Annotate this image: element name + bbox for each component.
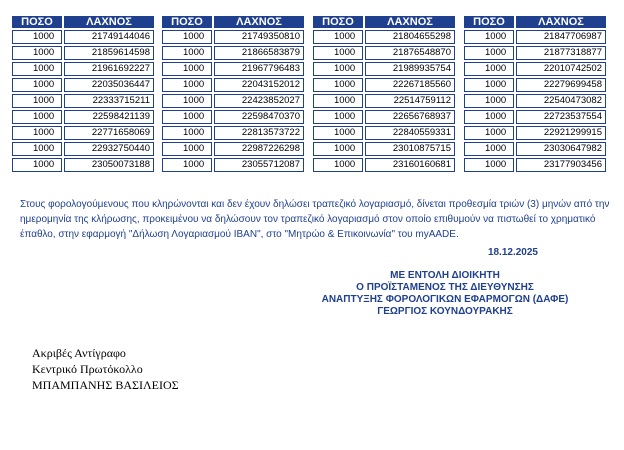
- amount-cell: 1000: [464, 46, 514, 60]
- table-row: [162, 126, 304, 140]
- table-row: [12, 126, 154, 140]
- table-row: [464, 78, 606, 92]
- amount-cell: 1000: [313, 46, 363, 60]
- lottery-number-cell: 22813573722: [214, 126, 304, 140]
- amount-cell: 1000: [313, 62, 363, 76]
- amount-cell: 1000: [12, 110, 62, 124]
- lottery-number-cell: 22540473082: [516, 94, 606, 108]
- amount-cell: 1000: [313, 142, 363, 156]
- header-laxnos: ΛΑΧΝΟΣ: [64, 16, 154, 28]
- lottery-number-cell: 23010875715: [365, 142, 455, 156]
- table-row: [162, 142, 304, 156]
- amount-cell: 1000: [12, 30, 62, 44]
- lottery-number-cell: 21749144046: [64, 30, 154, 44]
- lottery-number-cell: 22043152012: [214, 78, 304, 92]
- table-row: [162, 78, 304, 92]
- lottery-number-cell: 22279699458: [516, 78, 606, 92]
- table-row: [464, 30, 606, 44]
- lottery-number-cell: 21876548870: [365, 46, 455, 60]
- table-row: [313, 62, 455, 76]
- lottery-number-cell: 22987226298: [214, 142, 304, 156]
- amount-cell: 1000: [313, 126, 363, 140]
- results-block-1: [10, 14, 156, 174]
- lottery-number-cell: 22932750440: [64, 142, 154, 156]
- amount-cell: 1000: [464, 78, 514, 92]
- amount-cell: 1000: [464, 158, 514, 172]
- lottery-number-cell: 22333715211: [64, 94, 154, 108]
- signature-line-4: ΓΕΩΡΓΙΟΣ ΚΟΥΝΔΟΥΡΑΚΗΣ: [377, 306, 513, 317]
- amount-cell: 1000: [162, 158, 212, 172]
- amount-cell: 1000: [162, 110, 212, 124]
- lottery-number-cell: 21967796483: [214, 62, 304, 76]
- header-laxnos: ΛΑΧΝΟΣ: [214, 16, 304, 28]
- signature-line-3: ΑΝΑΠΤΥΞΗΣ ΦΟΡΟΛΟΓΙΚΩΝ ΕΦΑΡΜΟΓΩΝ (ΔΑΦΕ): [321, 294, 569, 305]
- results-table: [311, 14, 457, 174]
- amount-cell: 1000: [464, 126, 514, 140]
- table-row: [464, 158, 606, 172]
- amount-cell: 1000: [162, 126, 212, 140]
- amount-cell: 1000: [464, 94, 514, 108]
- results-table: [160, 14, 306, 174]
- amount-cell: 1000: [162, 30, 212, 44]
- table-row: [162, 94, 304, 108]
- table-row: [313, 142, 455, 156]
- lottery-results-tables: [10, 14, 612, 179]
- amount-cell: 1000: [162, 94, 212, 108]
- lottery-number-cell: 22267185560: [365, 78, 455, 92]
- table-row: [12, 110, 154, 124]
- lottery-number-cell: 23055712087: [214, 158, 304, 172]
- lottery-number-cell: 22723537554: [516, 110, 606, 124]
- lottery-number-cell: 22771658069: [64, 126, 154, 140]
- table-row: [313, 30, 455, 44]
- table-row: [464, 110, 606, 124]
- table-row: [464, 142, 606, 156]
- iban-notice-paragraph: Στους φορολογούμενους που κληρώνονται και δεν έχουν δηλώσει τραπεζικό λογαριασμό, δίνεται προθεσμία τριών (3) μηνών από την ημερομηνία της κλήρωσης, προκειμένου να δηλώσουν τον τραπεζικό λογαριασμό στον οποίο επιθυμούν να πιστωθεί το χρηματικό έπαθλο, στην εφαρμογή "Δήλωση Λογαριασμού IBAN", στο "Μητρώο & Επικοινωνία" του myAADE.: [20, 199, 610, 240]
- table-row: [464, 126, 606, 140]
- lottery-number-cell: 21804655298: [365, 30, 455, 44]
- table-row: [464, 94, 606, 108]
- lottery-number-cell: 22656768937: [365, 110, 455, 124]
- amount-cell: 1000: [12, 78, 62, 92]
- lottery-number-cell: 23050073188: [64, 158, 154, 172]
- lottery-number-cell: 21859614598: [64, 46, 154, 60]
- amount-cell: 1000: [464, 62, 514, 76]
- table-row: [12, 30, 154, 44]
- lottery-number-cell: 21847706987: [516, 30, 606, 44]
- amount-cell: 1000: [313, 30, 363, 44]
- copy-line-2: Κεντρικό Πρωτόκολλο: [32, 362, 143, 376]
- lottery-number-cell: 23030647982: [516, 142, 606, 156]
- table-row: [12, 94, 154, 108]
- amount-cell: 1000: [313, 94, 363, 108]
- table-row: [12, 78, 154, 92]
- lottery-number-cell: 23160160681: [365, 158, 455, 172]
- amount-cell: 1000: [464, 30, 514, 44]
- amount-cell: 1000: [313, 158, 363, 172]
- amount-cell: 1000: [162, 46, 212, 60]
- table-row: [162, 158, 304, 172]
- lottery-number-cell: 22035036447: [64, 78, 154, 92]
- certified-copy-block: [32, 345, 179, 393]
- signature-block: [290, 270, 600, 318]
- results-table: [462, 14, 608, 174]
- header-laxnos: ΛΑΧΝΟΣ: [516, 16, 606, 28]
- amount-cell: 1000: [12, 94, 62, 108]
- lottery-number-cell: 21877318877: [516, 46, 606, 60]
- lottery-number-cell: 23177903456: [516, 158, 606, 172]
- lottery-number-cell: 22010742502: [516, 62, 606, 76]
- lottery-number-cell: 21749350810: [214, 30, 304, 44]
- copy-line-3: ΜΠΑΜΠΑΝΗΣ ΒΑΣΙΛΕΙΟΣ: [32, 378, 179, 392]
- amount-cell: 1000: [12, 62, 62, 76]
- amount-cell: 1000: [162, 62, 212, 76]
- results-block-3: [311, 14, 457, 174]
- header-laxnos: ΛΑΧΝΟΣ: [365, 16, 455, 28]
- results-table: [10, 14, 156, 174]
- table-row: [313, 46, 455, 60]
- document-date: 18.12.2025: [487, 247, 538, 258]
- table-row: [313, 126, 455, 140]
- lottery-number-cell: 21961692227: [64, 62, 154, 76]
- lottery-number-cell: 22598421139: [64, 110, 154, 124]
- table-row: [162, 30, 304, 44]
- lottery-number-cell: 22840559331: [365, 126, 455, 140]
- amount-cell: 1000: [464, 110, 514, 124]
- amount-cell: 1000: [12, 46, 62, 60]
- amount-cell: 1000: [162, 78, 212, 92]
- header-poso: ΠΟΣΟ: [313, 16, 363, 28]
- amount-cell: 1000: [12, 158, 62, 172]
- table-row: [12, 62, 154, 76]
- table-row: [162, 110, 304, 124]
- lottery-number-cell: 21989935754: [365, 62, 455, 76]
- signature-line-2: Ο ΠΡΟΪΣΤΑΜΕΝΟΣ ΤΗΣ ΔΙΕΥΘΥΝΣΗΣ: [356, 282, 534, 293]
- amount-cell: 1000: [313, 110, 363, 124]
- table-row: [313, 110, 455, 124]
- table-row: [12, 46, 154, 60]
- signature-line-1: ΜΕ ΕΝΤΟΛΗ ΔΙΟΙΚΗΤΗ: [390, 270, 500, 281]
- table-row: [464, 46, 606, 60]
- amount-cell: 1000: [12, 126, 62, 140]
- lottery-number-cell: 22514759112: [365, 94, 455, 108]
- table-row: [313, 94, 455, 108]
- table-row: [162, 46, 304, 60]
- amount-cell: 1000: [313, 78, 363, 92]
- lottery-number-cell: 21866583879: [214, 46, 304, 60]
- table-row: [12, 142, 154, 156]
- copy-line-1: Ακριβές Αντίγραφο: [32, 346, 126, 360]
- lottery-number-cell: 22598470370: [214, 110, 304, 124]
- lottery-number-cell: 22423852027: [214, 94, 304, 108]
- results-block-2: [160, 14, 306, 174]
- lottery-number-cell: 22921299915: [516, 126, 606, 140]
- table-row: [12, 158, 154, 172]
- results-block-4: [462, 14, 608, 174]
- header-poso: ΠΟΣΟ: [464, 16, 514, 28]
- header-poso: ΠΟΣΟ: [12, 16, 62, 28]
- table-row: [313, 78, 455, 92]
- header-poso: ΠΟΣΟ: [162, 16, 212, 28]
- amount-cell: 1000: [162, 142, 212, 156]
- amount-cell: 1000: [464, 142, 514, 156]
- table-row: [162, 62, 304, 76]
- table-row: [313, 158, 455, 172]
- table-row: [464, 62, 606, 76]
- amount-cell: 1000: [12, 142, 62, 156]
